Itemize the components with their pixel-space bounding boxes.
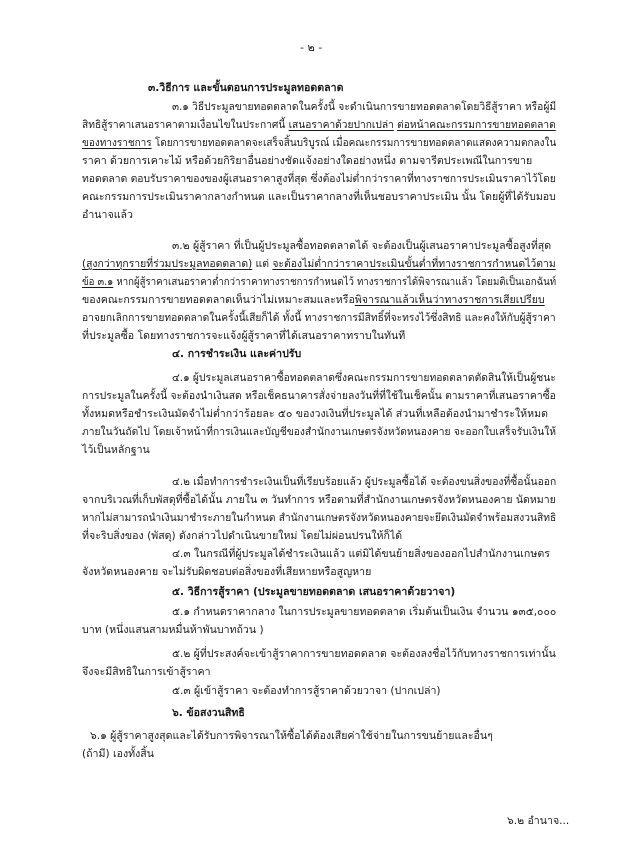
text-run: ๕. วิธีการสู้ราคา (ประมูลขายทอดตลาด เสนอราคาด้วยวาจา)	[172, 586, 456, 598]
text-line	[172, 648, 556, 661]
text-line	[82, 566, 371, 579]
text-run: ๓.๑ วิธีประมูลขายทอดตลาดในครั้งนี้ จะดำเนินการขายทอดตลาดโดยวิธีสู้ราคา หรือผู้มี	[172, 101, 557, 113]
text-line	[82, 624, 264, 637]
text-line	[172, 685, 441, 698]
text-line	[82, 312, 556, 325]
page-number: - ๒ -	[300, 41, 323, 54]
text-run: ๓.๒ ผู้สู้ราคา ที่เป็นผู้ประมูลซื้อทอดตลาดได้ จะต้องเป็นผู้เสนอราคาประมูลซื้อสูงที่สุด	[172, 240, 552, 252]
text-line	[172, 548, 550, 561]
text-run: ๖.๑ ผู้สู้ราคาสูงสุดและได้รับการพิจารณาให้ซื้อได้ต้องเสียค่าใช้จ่ายในการขนย้ายและอื่นๆ	[90, 730, 493, 742]
text-line	[82, 173, 556, 186]
text-run: ไว้เป็นหลักฐาน	[82, 444, 150, 456]
underlined-text: ของทางราชการ	[82, 137, 152, 149]
section-heading	[172, 348, 301, 361]
section-heading	[148, 82, 343, 95]
text-run: ที่จะริบสิ่งของ (พัสดุ) ดังกล่าวไปดำเนินขายใหม่ โดยไม่ผ่อนปรนให้ก็ได้	[82, 530, 403, 542]
text-run: ทั้งหมดหรือชำระเงินมัดจำไม่ต่ำกว่าร้อยละ ๕๐ ของวงเงินที่ประมูลได้ ส่วนที่เหลือต้องนำมาชำระให้หมด	[82, 408, 548, 420]
text-run: โดยการขายทอดตลาดจะเสร็จสิ้นบริบูรณ์ เมื่อคณะกรรมการขายทอดตลาดแสดงความตกลงใน	[151, 137, 557, 149]
text-line	[82, 330, 405, 343]
text-run: ๔.๒ เมื่อทำการชำระเงินเป็นที่เรียบร้อยแล้ว ผู้ประมูลซื้อได้ จะต้องขนสิ่งของที่ซื้อนั้นออก	[172, 476, 557, 488]
text-run: ของคณะกรรมการขายทอดตลาดเห็นว่าไม่เหมาะสมและหรือ	[82, 294, 355, 306]
text-run: สิทธิสู้ราคาเสนอราคาตามเงื่อนไขในประกาศนี้	[82, 119, 289, 131]
text-line	[82, 155, 532, 168]
text-run: ที่ประมูลซื้อ โดยทางราชการจะแจ้งผู้สู้ราคาที่ได้เสนอราคาทราบในทันที	[82, 330, 406, 342]
text-line	[82, 258, 556, 271]
text-line	[82, 408, 548, 421]
text-run: หากไม่สามารถนำเงินมาชำระภายในกำหนด สำนักงานเกษตรจังหวัดหนองคายจะยึดเงินมัดจำพร้อมสงวนสิทธิ	[82, 512, 557, 524]
text-run: คณะกรรมการประเมินราคากลางกำหนด และเป็นราคากลางที่เห็นชอบราคาประเมิน นั้น โดยผู้ที่ได้รับมอบ	[82, 191, 556, 203]
text-line	[82, 494, 556, 507]
text-line	[172, 372, 556, 385]
text-line	[172, 240, 551, 253]
continuation-marker: ๖.๒ อำนาจ...	[507, 815, 570, 827]
text-line	[172, 606, 556, 619]
text-run: ๔. การชำระเงิน และค่าปรับ	[172, 348, 302, 360]
underlined-text: จะต้องไม่ต่ำกว่าราคาประเมินขั้นต่ำที่ทางราชการกำหนดไว้ตาม	[272, 258, 556, 270]
underlined-text: ต่อหน้าคณะกรรมการขายทอดตลาด	[397, 119, 556, 131]
text-line	[82, 748, 154, 761]
underlined-text: เสนอราคาด้วยปากเปล่า	[288, 119, 394, 131]
text-run: อำนาจแล้ว	[82, 209, 133, 221]
text-line	[82, 294, 545, 307]
text-run: จากบริเวณที่เก็บพัสดุที่ซื้อได้นั้น ภายใน ๓ วันทำการ หรือตามที่สำนักงานเกษตรจังหวัดหนองคาย นัดหมาย	[82, 494, 556, 506]
text-run: อาจยกเลิกการขายทอดตลาดในครั้งนี้เสียก็ได้ ทั้งนี้ ทางราชการมีสิทธิ์ที่จะทรงไว้ซึ่งสิทธิ และคงให้กับผู้สู้ราคา	[82, 312, 556, 324]
text-line	[82, 137, 556, 150]
underlined-text: ข้อ ๓.๑	[82, 276, 114, 288]
text-run: จึงจะมีสิทธิในการเข้าสู้ราคา	[82, 666, 211, 678]
text-run: ทอดตลาด ตอบรับราคาของของผู้เสนอราคาสูงที่สุด ซึ่งต้องไม่ต่ำกว่าราคาที่ทางราชการประเมินราคาไว้โดย	[82, 173, 556, 185]
text-line	[82, 444, 150, 457]
text-run: ๔.๑ ผู้ประมูลเสนอราคาซื้อทอดตลาดซึ่งคณะกรรมการขายทอดตลาดตัดสินให้เป็นผู้ชนะ	[172, 372, 556, 384]
text-run: แต่	[252, 258, 273, 270]
text-run: จังหวัดหนองคาย จะไม่รับผิดชอบต่อสิ่งของที่เสียหายหรือสูญหาย	[82, 566, 372, 578]
text-run: (ถ้ามี) เองทั้งสิ้น	[82, 748, 154, 760]
text-run: ราคา ด้วยการเคาะไม้ หรือด้วยกิริยาอื่นอย่างชัดแจ้งอย่างใดอย่างหนึ่ง ตามจารีตประเพณีในการขาย	[82, 155, 533, 167]
text-line	[90, 730, 493, 743]
text-line	[172, 476, 556, 489]
section-heading	[172, 707, 245, 720]
text-run: บาท (หนึ่งแสนสามหมื่นห้าพันบาทถ้วน )	[82, 624, 264, 636]
text-run: การประมูลในครั้งนี้ จะต้องนำเงินสด หรือเช็คธนาคารสั่งจ่ายลงวันที่ที่ใช้ในเช็คนั้น ตามราคาที่เสนอราคาซื้อ	[82, 390, 556, 402]
underlined-text: พิจารณาแล้วเห็นว่าทางราชการเสียเปรียบ	[354, 294, 545, 306]
underlined-text: (สูงกว่าทุกรายที่ร่วมประมูลทอดตลาด)	[82, 258, 253, 270]
text-line	[82, 119, 556, 132]
text-line	[82, 530, 402, 543]
text-line	[82, 209, 133, 222]
text-line	[82, 666, 211, 679]
text-line	[82, 276, 556, 289]
text-line	[82, 512, 556, 525]
text-run: ภายในวันถัดไป โดยเจ้าหน้าที่การเงินและบัญชีของสำนักงานเกษตรจังหวัดหนองคาย จะออกใบเสร็จรับเงินให้	[82, 426, 557, 438]
section-heading	[172, 586, 455, 599]
text-run: ๕.๓ ผู้เข้าสู้ราคา จะต้องทำการสู้ราคาด้วยวาจา (ปากเปล่า)	[172, 685, 441, 697]
text-run: ๓.วิธีการ และขั้นตอนการประมูลทอดตลาด	[148, 82, 344, 94]
text-run: ๕.๑ กำหนดราคากลาง ในการประมูลขายทอดตลาด เริ่มต้นเป็นเงิน จำนวน ๑๓๕,๐๐๐	[172, 606, 557, 618]
text-line	[82, 426, 556, 439]
text-line	[172, 101, 556, 114]
text-run: ๔.๓ ในกรณีที่ผู้ประมูลได้ชำระเงินแล้ว แต่มิได้ขนย้ายสิ่งของออกไปสำนักงานเกษตร	[172, 548, 550, 560]
text-line	[82, 390, 556, 403]
text-line	[82, 191, 556, 204]
text-run: ๖. ข้อสงวนสิทธิ	[172, 707, 245, 719]
text-run: ๕.๒ ผู้ที่ประสงค์จะเข้าสู้ราคาการขายทอดตลาด จะต้องลงชื่อไว้กับทางราชการเท่านั้น	[172, 648, 556, 660]
text-run: หากผู้สู้ราคาเสนอราคาต่ำกว่าราคาทางราชการกำหนดไว้ ทางราชการได้พิจารณาแล้ว โดยมติเป็นเอกฉันท์	[113, 276, 557, 288]
